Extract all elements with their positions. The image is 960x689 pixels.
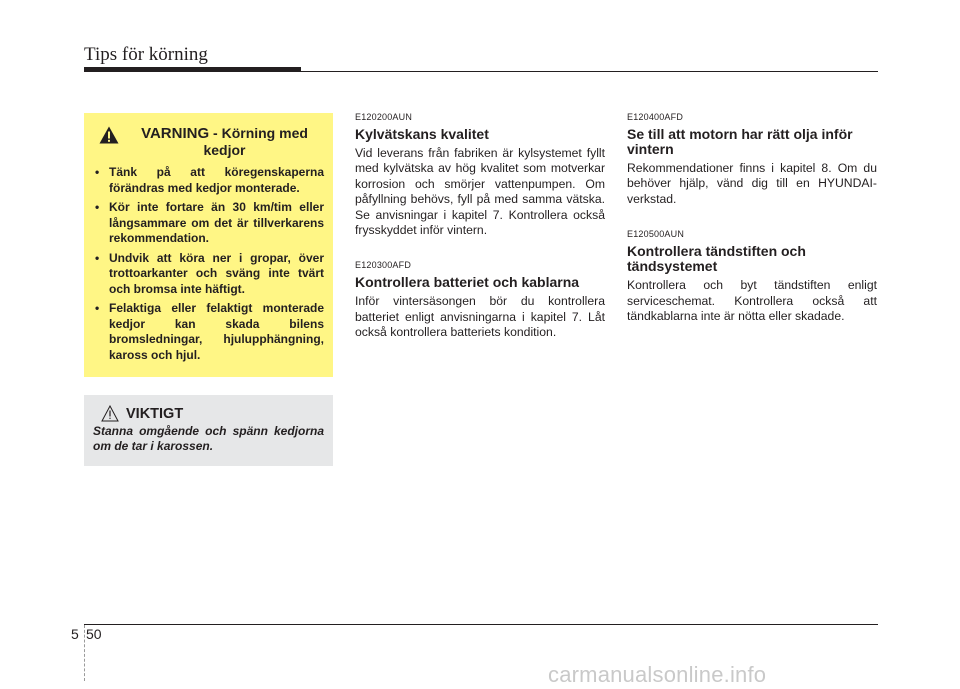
header-thick-rule [84,67,301,72]
warning-box [84,113,333,377]
list-item: • Undvik att köra ner i gropar, över trottoarkanter och sväng inte tvärt och bromsa inte häftigt. [93,251,324,298]
warning-triangle-icon [99,126,119,144]
section-body: Kontrollera och byt tändstiften enligt serviceschemat. Kontrollera också att tändkablarna inte är nötta eller skadade. [627,278,877,324]
middle-column [355,112,605,341]
watermark: carmanualsonline.info [548,662,767,687]
section-code: E120500AUN [627,229,685,240]
list-item: • Kör inte fortare än 30 km/tim eller långsammare om det är tillverkarens rekommendation. [93,200,324,247]
header-thin-rule [301,71,878,72]
warning-header [99,125,324,158]
notice-header [101,405,324,422]
section-body: Rekommendationer finns i kapitel 8. Om du behöver hjälp, vänd dig till en HYUNDAI-verkstad. [627,161,877,206]
footer-rule [84,624,878,625]
section-title: Se till att motorn har rätt olja inför vintern [627,126,853,157]
section-body: Inför vintersäsongen bör du kontrollera batteriet enligt anvisningarna i kapitel 7. Låt också kontrollera batteriets kondition. [355,294,605,340]
footer-divider [84,625,85,681]
section-body: Vid leverans från fabriken är kylsystemet fyllt med kylvätska av hög kvalitet som motverkar korrosion och smörjer vattenpumpen. Om påfyllning behövs, fyll på med samma vätska. Se anvisningar i kapitel 7. Kontrollera också frysskyddet inför vintern. [355,146,605,238]
list-item: • Felaktiga eller felaktigt monterade kedjor kan skada bilens bromsledningar, hjulupphängning, kaross och hjul. [93,301,324,363]
warning-title-separator: - [209,125,222,141]
page-number: 50 [86,626,102,642]
section-title: Kontrollera batteriet och kablarna [355,274,580,291]
notice-text: Stanna omgående och spänn kedjorna om de tar i karossen. [93,424,324,453]
section-code: E120200AUN [355,112,413,122]
warning-title-main: VARNING [141,125,210,142]
section-code: E120300AFD [355,260,412,271]
section-code: E120400AFD [627,112,684,122]
warning-list [93,165,324,363]
warning-title-rest: Körning med kedjor [203,125,308,158]
notice-title: VIKTIGT [126,405,184,422]
section-title: Kylvätskans kvalitet [355,126,489,142]
notice-box [84,395,333,466]
section-title: Kontrollera tändstiften och tändsystemet [627,243,806,275]
right-column [627,112,877,324]
list-item: • Tänk på att köregenskaperna förändras med kedjor monterade. [93,165,324,196]
page-header-title: Tips för körning [84,44,208,65]
page-chapter: 5 [71,626,79,642]
caution-triangle-icon [101,405,119,422]
warning-title [125,125,324,158]
